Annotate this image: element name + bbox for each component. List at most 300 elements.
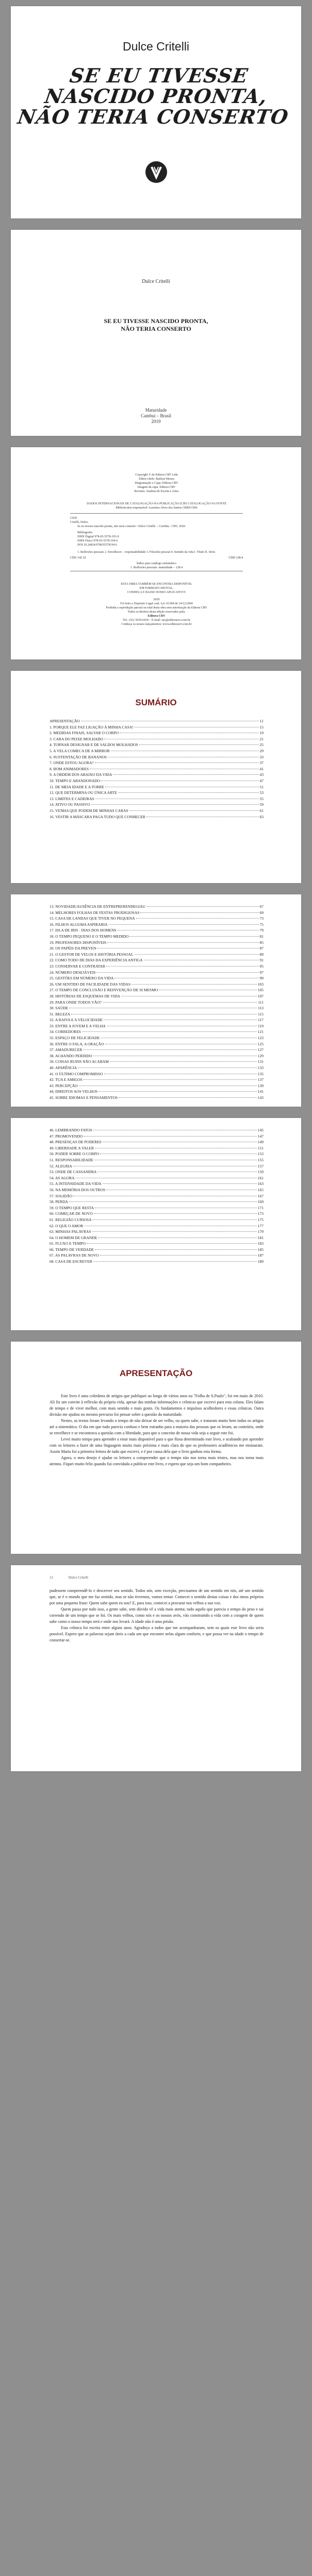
- toc-entry-label: 45. SOBRE IDIOMAS E PENSAMENTOS: [50, 1095, 118, 1100]
- toc-entry[interactable]: [50, 987, 264, 993]
- legal-line: Conheça os nossos lançamentos: www.editoracrv.com.br: [121, 623, 192, 626]
- toc-entry-page: 181: [257, 1235, 264, 1240]
- summary-page-1: [11, 671, 301, 883]
- toc-entry-page: 171: [257, 1205, 264, 1210]
- cover-author: Dulce Critelli: [122, 40, 190, 53]
- toc-entry-page: 185: [257, 1247, 264, 1252]
- toc-entry-page: 51: [259, 784, 264, 789]
- toc-leader-dots: [87, 1243, 257, 1244]
- toc-entry-label: 14. MELHORES FOLHAS DE FESTAS PRODIGIOSAS: [50, 910, 140, 915]
- toc-entry[interactable]: [50, 1175, 264, 1181]
- imprint-line: Cambuí – Brasil: [141, 413, 171, 418]
- subjects: 1. Reflexões pessoais 2. Envelhecer – responsabilidade 3. Filosofia pessoal 4. Sentido da vida I. Título II. Série.: [77, 551, 216, 554]
- toc-leader-dots: [132, 984, 257, 985]
- toc-entry-label: 12. QUE DETERMINA OU ÚNICA ARTE: [50, 790, 117, 795]
- toc-entry[interactable]: [50, 934, 264, 940]
- toc-entry-page: 69: [259, 910, 264, 915]
- toc-entry[interactable]: [50, 790, 264, 796]
- toc-entry[interactable]: [50, 724, 264, 731]
- toc-entry[interactable]: [50, 796, 264, 802]
- toc-leader-dots: [78, 1067, 257, 1068]
- toc-entry-page: 173: [257, 1211, 264, 1216]
- toc-entry-label: 46. LEMBRANDO FATOS: [50, 1128, 92, 1132]
- cdu-code: CDU 141.32: [70, 556, 86, 560]
- title-page-imprint: [11, 408, 301, 425]
- toc-entry-label: 62. O QUE O AMOR: [50, 1223, 84, 1228]
- toc-entry-page: 63: [259, 814, 264, 819]
- toc-entry-label: 1. PORQUE ELE FAZ LIGAÇÃO À MINHA CASA!: [50, 724, 134, 730]
- toc-entry[interactable]: [50, 1217, 264, 1223]
- toc-entry[interactable]: [50, 1089, 264, 1095]
- notice-line: ESTA OBRA TAMBÉM SE ENCONTRA DISPONÍVEL: [121, 583, 192, 586]
- summary-title: SUMÁRIO: [135, 698, 177, 707]
- toc-entry[interactable]: [50, 910, 264, 916]
- toc-leader-dots: [139, 744, 259, 745]
- toc-entry[interactable]: [50, 963, 264, 970]
- toc-entry[interactable]: [50, 1017, 264, 1023]
- toc-leader-dots: [69, 1201, 257, 1202]
- toc-entry[interactable]: [50, 1133, 264, 1140]
- toc-entry-label: 35. ESPAÇO DE FELICIDADE: [50, 1036, 100, 1041]
- toc-entry-page: 145: [257, 1128, 264, 1132]
- credit-line: Revisão: Analista de Escrita e Artes: [134, 490, 179, 493]
- toc-entry-label: 34. CORREDORES: [50, 1029, 81, 1035]
- presentation-title: APRESENTAÇÃO: [119, 1368, 193, 1378]
- cdd-row: [70, 556, 243, 560]
- toc-entry-page: 125: [257, 1041, 264, 1046]
- toc-entry-label: 68. CASA DE ESCREVER: [50, 1259, 92, 1264]
- copyright-page: [11, 447, 301, 659]
- toc-entry-page: 21: [259, 736, 264, 741]
- toc-entry[interactable]: [50, 1169, 264, 1175]
- toc-entry-label: 5. A VELA COMECA DE A MIRROR: [50, 748, 110, 753]
- imprint-line: Maturidade: [145, 408, 167, 413]
- toc-entry[interactable]: [50, 1023, 264, 1029]
- doi: DOI 10.24824/978655578194.6: [77, 544, 117, 547]
- toc-entry-page: 47: [259, 778, 264, 783]
- toc-entry[interactable]: [50, 1139, 264, 1145]
- toc-leader-dots: [84, 1079, 257, 1080]
- toc-entry-page: 29: [259, 748, 264, 753]
- credit-line: Diagramação e Capa: Editora CRV: [135, 482, 178, 485]
- toc-entry-page: 43: [259, 772, 264, 777]
- toc-entry-page: 75: [259, 922, 264, 927]
- toc-leader-dots: [103, 1002, 257, 1003]
- toc-entry-page: 119: [258, 1023, 264, 1028]
- toc-entry-label: 53. ONDE DE CASSANDRA: [50, 1170, 97, 1175]
- digital-notice: [70, 582, 243, 595]
- toc-entry-label: 9. A ORDEM DOS ABAIXO DA VIDA: [50, 772, 112, 777]
- toc-entry-page: 189: [257, 1259, 264, 1264]
- toc-entry[interactable]: [50, 1211, 264, 1217]
- catalog-sub-text: Bibliotecária responsável: Luzenira Alves dos Santos CRB9/1506: [116, 506, 198, 510]
- toc-entry-label: 36. ENTRE O FALA, A ORAÇÃO: [50, 1041, 104, 1046]
- toc-entry[interactable]: [50, 975, 264, 981]
- toc-entry-label: 10. TEMPO E ABANDONADO: [50, 778, 101, 783]
- toc-entry[interactable]: [50, 922, 264, 928]
- cover-title: [11, 65, 301, 127]
- toc-leader-dots: [96, 972, 258, 973]
- toc-entry-label: 55. A INTENSIDADE DA VIDA: [50, 1181, 102, 1187]
- toc-entry-page: 15: [259, 724, 264, 730]
- toc-entry[interactable]: [50, 993, 264, 999]
- publisher-logo-icon: [145, 161, 168, 183]
- legal-line: Proibida a reprodução parcial ou total desta obra sem autorização da Editora CRV: [106, 606, 207, 609]
- toc-entry-page: 141: [257, 1089, 264, 1094]
- toc-entry[interactable]: [50, 1071, 264, 1077]
- paragraph: Nestes, as textos foram levando o tempo de não deixar de ser velho, ou quem sabe, e trataram muito bem todos os artigos até a sistemática. O dia em que tudo parecia confuso e bem estranho para a maioria das pessoas que os leram, ao contrário, onde se envelhece e se encontrava a questão com a liberdade, para que o conceito de nossa vida seja a seguir este foi.: [50, 1418, 264, 1435]
- toc-entry-label: 66. TEMPO DE VERDADE: [50, 1247, 94, 1252]
- toc-entry-page: 99: [259, 976, 264, 981]
- paragraph: Esta crônica foi escrita entre alguns anos. Agradeço a todos que me acompanharam, sem os quais este livro não seria possível. Espero que as palavras sejam úteis a cada um que encontre nelas algum conforto, e que possa ver na idade o tempo de consertar-se.: [50, 1625, 264, 1642]
- toc-entry[interactable]: [50, 772, 264, 778]
- toc-entry-page: 159: [257, 1170, 264, 1175]
- toc-leader-dots: [119, 1097, 257, 1098]
- toc-entry-page: 123: [257, 1036, 264, 1041]
- toc-list: [50, 904, 264, 1101]
- toc-entry-label: 4. TORNAR DESIGNAR E DE SALDOS MOLHADOS: [50, 742, 138, 748]
- toc-entry-page: 25: [259, 742, 264, 748]
- toc-entry-page: 67: [259, 904, 264, 909]
- toc-entry-label: 28. HISTÓRIAS DE ESQUEMAS DE VIDA: [50, 993, 120, 998]
- summary-page-3: [11, 1118, 301, 1330]
- toc-entry[interactable]: [50, 1187, 264, 1193]
- toc-entry[interactable]: [50, 754, 264, 760]
- toc-entry-page: 73: [259, 916, 264, 921]
- toc-entry-label: APRESENTAÇÃO: [50, 719, 80, 723]
- toc-entry[interactable]: [50, 1247, 264, 1253]
- toc-entry-label: 21. O GESTOR DE VELOS E HISTÓRIA PESSOAL: [50, 952, 134, 957]
- toc-entry[interactable]: [50, 1145, 264, 1151]
- notice-line: EM FORMATO DIGITAL.: [139, 587, 174, 590]
- toc-entry-page: 139: [257, 1083, 264, 1088]
- toc-entry-label: 56. NA MEMÓRIA DOS OUTROS: [50, 1187, 106, 1192]
- toc-entry-page: 19: [259, 731, 264, 736]
- cip-record: [70, 516, 243, 554]
- index-line: Índice para catálogo sistemático: [136, 562, 177, 565]
- toc-leader-dots: [118, 792, 259, 793]
- toc-entry-page: 11: [259, 719, 264, 723]
- toc-leader-dots: [129, 810, 259, 811]
- toc-entry-label: 32. A RAIVA E A VELOCIDADE: [50, 1018, 103, 1023]
- catalog-heading-text: DADOS INTERNACIONAIS DE CATALOGAÇÃO-NA-PUBLICAÇÃO (CIP) CATALOGAÇÃO NA FONTE: [87, 502, 226, 505]
- toc-entry-page: 55: [259, 796, 264, 801]
- paragraph: Quem passa por tudo isso, a gente sabe, sem dúvida vê a vida mais atenta; tudo aquilo que parecia o tempo do peso e sai correndo de um tempo que se foi. Os mais velhos, como nós e os nossos avós, vão construindo a vida com a coragem de quem sabe como o nosso tempo será e onde nos levará. A idade não é uma prisão.: [50, 1607, 264, 1624]
- toc-entry-label: 23. CONSERVAR E CONTRATAR: [50, 963, 105, 969]
- toc-entry[interactable]: [50, 1229, 264, 1235]
- toc-entry[interactable]: [50, 1241, 264, 1247]
- toc-leader-dots: [98, 1091, 257, 1092]
- running-header: [50, 1575, 103, 1580]
- toc-leader-dots: [140, 912, 258, 913]
- toc-entry-page: 179: [257, 1229, 264, 1234]
- toc-entry-label: 7. ONDE ESTOU AGORA?: [50, 760, 94, 766]
- text-page: [11, 1565, 301, 1771]
- toc-entry-label: 40. APARÊNCIA: [50, 1065, 77, 1071]
- toc-leader-dots: [110, 1061, 257, 1062]
- paragraph: pudessem compreendê-lo e descrever seu sentido. Todos nós, sem exceção, precisamos de um sentido em nós, até um sentido que, se é o mundo que me faz sentido, mas se não tivermos, vamos tentar. Comecei o sentido destas coisas e dos meus próprios por uma pequena frase: Quem sabe quem eu sou? E, para isso, comecei a procurar nos velhos a sua voz.: [50, 1588, 264, 1605]
- toc-entry-label: 38. ACHANDO PERDIDO: [50, 1053, 92, 1058]
- toc-leader-dots: [109, 924, 259, 925]
- toc-entry-page: 135: [257, 1071, 264, 1076]
- toc-entry-label: 26. UM SENTIDO DE FACILIDADE DAS VIDAS: [50, 981, 131, 987]
- toc-leader-dots: [92, 1219, 256, 1220]
- toc-entry-page: 167: [257, 1193, 264, 1198]
- toc-entry[interactable]: [50, 1151, 264, 1157]
- toc-entry-page: 95: [259, 963, 264, 969]
- toc-entry[interactable]: [50, 1059, 264, 1065]
- toc-entry-label: 65. FLUXO E TEMPO: [50, 1241, 86, 1246]
- toc-entry-page: 161: [257, 1175, 264, 1180]
- toc-entry[interactable]: [50, 1041, 264, 1047]
- paragraph: Levei muito tempo para aprender a estar mais disponível para o que Rosa determinado este livro, e acabando por aprender com os leitores a fazer de uma linguagem muito mais próxima e mais clara do que os professores acadêmicos me ensinaram. Assim Maria foi a primeira leitora de tudo que escrevi, e é por causa dela que o livro ganhou esta forma.: [50, 1437, 264, 1454]
- cip-entry: Se eu tivesse nascido pronta, não teria conserto / Dulce Critelli. – Curitiba : CRV, 2020.: [77, 525, 186, 528]
- toc-entry-page: 37: [259, 760, 264, 766]
- toc-entry-label: 39. COISAS RUINS NÃO ACABAM: [50, 1059, 109, 1064]
- toc-entry[interactable]: [50, 1259, 264, 1265]
- toc-entry[interactable]: [50, 1077, 264, 1083]
- toc-entry-label: 29. PARA ONDE TODOS VÃO?: [50, 999, 102, 1005]
- toc-entry[interactable]: [50, 1065, 264, 1071]
- cover-title-line: NASCIDO PRONTA,: [43, 84, 269, 108]
- toc-entry-label: 18. O TEMPO PEQUENO E O TEMPO MEDIDO: [50, 934, 129, 939]
- toc-entry-label: 47. PROMOVENDO: [50, 1133, 83, 1139]
- toc-entry[interactable]: [50, 730, 264, 736]
- toc-entry[interactable]: [50, 1163, 264, 1170]
- legal-line: Todos os direitos desta edição reservados pela:: [127, 611, 186, 614]
- toc-entry-page: 91: [259, 958, 264, 963]
- index-block: [70, 562, 243, 570]
- toc-entry[interactable]: [50, 981, 264, 988]
- toc-entry-page: 127: [257, 1047, 264, 1053]
- toc-entry[interactable]: [50, 904, 264, 910]
- toc-leader-dots: [136, 918, 259, 919]
- toc-entry-page: 81: [259, 934, 264, 939]
- toc-entry-label: 49. LIBERDADE A VALER: [50, 1145, 94, 1150]
- toc-entry[interactable]: [50, 1029, 264, 1035]
- toc-entry-label: 60. COMEÇAR DE NOVO: [50, 1211, 93, 1216]
- body-text: [50, 1588, 264, 1643]
- toc-leader-dots: [103, 1183, 257, 1184]
- toc-entry[interactable]: [50, 1193, 264, 1199]
- toc-entry-page: 107: [257, 993, 264, 998]
- toc-entry[interactable]: [50, 1083, 264, 1089]
- toc-entry-page: 165: [257, 1187, 264, 1192]
- toc-entry-label: 52. ALEGRIA: [50, 1163, 72, 1168]
- toc-leader-dots: [94, 1213, 257, 1214]
- toc-entry-label: 14. ATIVO OU PASSIVO: [50, 802, 90, 807]
- legal-line: 2020: [153, 598, 160, 601]
- toc-entry-page: 33: [259, 754, 264, 759]
- title-page-author: Dulce Critelli: [142, 279, 170, 284]
- title-page-title-line: SE EU TIVESSE NASCIDO PRONTA,: [104, 317, 208, 325]
- toc-entry[interactable]: [50, 1005, 264, 1011]
- toc-entry[interactable]: [50, 952, 264, 958]
- toc-entry-page: 169: [257, 1199, 264, 1205]
- cover-title-line: NÃO TERIA CONSERTO: [16, 105, 290, 128]
- toc-entry[interactable]: [50, 999, 264, 1006]
- toc-entry-page: 155: [257, 1157, 264, 1162]
- toc-entry[interactable]: [50, 748, 264, 754]
- toc-entry[interactable]: [50, 1223, 264, 1229]
- credit-line: Copyright © da Editora CRV Ltda: [135, 473, 178, 477]
- copyright-credits: [70, 473, 243, 494]
- toc-entry-label: 67. AS PALAVRAS DE NOVO: [50, 1253, 99, 1258]
- isbn-digital: ISBN Digital 978-65-5578-193-9: [77, 535, 119, 538]
- toc-entry-label: 33. ENTRE A JOVEM E A VELHA: [50, 1023, 106, 1028]
- toc-entry[interactable]: [50, 957, 264, 963]
- toc-entry[interactable]: [50, 1095, 264, 1101]
- toc-entry[interactable]: [50, 970, 264, 976]
- toc-entry-label: 3. CARA DO PEIXE MOLHADO: [50, 736, 103, 741]
- toc-entry-page: 41: [259, 766, 264, 771]
- toc-entry[interactable]: [50, 1047, 264, 1053]
- toc-entry-label: 64. O HOMEM DE GRANDE: [50, 1235, 97, 1240]
- divider: [70, 513, 243, 514]
- toc-entry-page: 59: [259, 802, 264, 807]
- legal-block: [70, 598, 243, 626]
- toc-leader-dots: [92, 1231, 257, 1232]
- toc-entry[interactable]: [50, 736, 264, 742]
- toc-entry[interactable]: [50, 742, 264, 748]
- toc-entry-page: 133: [257, 1065, 264, 1071]
- toc-entry-label: 30. SAÚDE: [50, 1006, 69, 1011]
- toc-entry-label: 61. RELIGIÃO CURIOSA: [50, 1217, 92, 1222]
- index-entry: 1. Reflexões pessoais: maturidade – 128.4: [130, 566, 183, 569]
- toc-entry[interactable]: [50, 940, 264, 946]
- toc-entry-label: 44. DIREITOS AOS VELHOS: [50, 1089, 98, 1094]
- presentation-text: [50, 1393, 264, 1467]
- isbn-fisico: ISBN Físico 978-65-5578-194-6: [77, 539, 118, 543]
- toc-entry-page: 151: [257, 1145, 264, 1150]
- cip-author: Critelli, Dulce.: [70, 521, 89, 524]
- toc-leader-dots: [146, 906, 259, 907]
- toc-entry-page: 137: [257, 1077, 264, 1082]
- toc-leader-dots: [135, 954, 259, 955]
- cdd-code: CDD 128.4: [228, 556, 243, 560]
- toc-entry-label: 51. RESPONSABILIDADE: [50, 1157, 94, 1162]
- toc-entry-label: 50. PODER SOBRE O CORPO: [50, 1151, 100, 1157]
- toc-entry-page: 87: [259, 946, 264, 951]
- toc-entry-page: 89: [259, 952, 264, 957]
- toc-entry-page: 97: [259, 970, 264, 975]
- toc-entry-page: 143: [257, 1095, 264, 1100]
- toc-entry-label: 6. SUSTENTAÇÃO DE BANANOS: [50, 754, 107, 759]
- toc-entry-page: 163: [257, 1181, 264, 1187]
- toc-entry-page: 183: [257, 1241, 264, 1246]
- toc-entry-page: 53: [259, 790, 264, 795]
- toc-leader-dots: [95, 762, 259, 763]
- toc-entry-page: 129: [257, 1053, 264, 1058]
- imprint-line: 2019: [151, 419, 161, 424]
- toc-leader-dots: [113, 774, 258, 775]
- toc-entry[interactable]: [50, 927, 264, 934]
- toc-entry-label: 20. OS PAPÉIS DA PREVEN: [50, 946, 96, 951]
- toc-entry-label: 31. BELEZA: [50, 1011, 70, 1016]
- toc-entry-label: 37. AMADURECER: [50, 1047, 83, 1053]
- toc-leader-dots: [91, 804, 259, 805]
- toc-entry-label: 43. PERCEPÇÃO: [50, 1083, 78, 1088]
- toc-entry[interactable]: [50, 945, 264, 952]
- toc-entry-page: 147: [257, 1133, 264, 1139]
- toc-entry-page: 131: [257, 1059, 264, 1064]
- toc-entry[interactable]: [50, 760, 264, 766]
- toc-entry[interactable]: [50, 718, 264, 724]
- toc-entry[interactable]: [50, 766, 264, 772]
- toc-entry-label: 15. CASA DE LANDAS QUE TIVER NO PEQUENA: [50, 916, 135, 921]
- toc-entry[interactable]: [50, 802, 264, 808]
- toc-entry[interactable]: [50, 1157, 264, 1163]
- toc-entry-label: 13. LIMITES E CADEIRAS: [50, 796, 94, 801]
- toc-entry-label: 16. FILHOS ALGUMA ASPIRARIA: [50, 922, 108, 927]
- toc-entry[interactable]: [50, 916, 264, 922]
- toc-entry-page: 149: [257, 1140, 264, 1145]
- toc-entry[interactable]: [50, 814, 264, 820]
- toc-entry-page: 103: [257, 981, 264, 987]
- cover-page: [11, 6, 301, 218]
- toc-entry[interactable]: [50, 1053, 264, 1059]
- notice-line: CONHEÇA E BAIXE NOSSO APLICATIVO!: [127, 591, 186, 594]
- toc-entry[interactable]: [50, 1199, 264, 1205]
- toc-entry-label: 41. O ÚLTIMO COMPROMISSO: [50, 1071, 103, 1076]
- toc-entry-label: 19. PROFESSORES DISPONÍVEIS: [50, 940, 107, 945]
- paragraph: Agora, o meu desejo é ajudar os leitores a compreender que o tempo não nos torna mais tristes, mas nos torna mais atentos. Fiquei muito feliz quando fui convidada a publicar este livro, e espero que seja um bom companheiro.: [50, 1455, 264, 1466]
- toc-leader-dots: [82, 1031, 257, 1032]
- toc-entry-label: 11. DE MEIA IDADE E A TORRE: [50, 784, 104, 789]
- toc-entry-label: 8. BOM ANIMADORES: [50, 766, 89, 771]
- legal-line: Foi feito o Depósito Legal conf. Lei 10.994 de 14/12/2004: [120, 602, 193, 605]
- toc-leader-dots: [84, 1136, 257, 1137]
- cover-title-line: SE EU TIVESSE: [68, 64, 250, 87]
- toc-entry-label: 24. NÚMERO DESEJÁVEIS: [50, 970, 96, 975]
- toc-entry-page: 79: [259, 928, 264, 933]
- toc-leader-dots: [100, 1255, 257, 1256]
- toc-entry-page: 105: [257, 988, 264, 993]
- toc-entry[interactable]: [50, 1127, 264, 1133]
- toc-entry-page: 121: [257, 1029, 264, 1035]
- toc-entry-label: 57. SOLIDÃO: [50, 1193, 73, 1198]
- toc-entry[interactable]: [50, 784, 264, 790]
- toc-list: [50, 718, 264, 820]
- toc-entry-label: 42. TUA E AMIGOS: [50, 1077, 83, 1082]
- presentation-page: [11, 1342, 301, 1554]
- title-page-title-line: NÃO TERIA CONSERTO: [121, 325, 191, 332]
- legal-line: Editora CRV: [147, 615, 166, 618]
- toc-leader-dots: [83, 1049, 256, 1050]
- legal-line: Tel.: (41) 3039-6418 – E-mail: sac@editoracrv.com.br: [123, 619, 190, 622]
- toc-entry-page: 157: [257, 1163, 264, 1168]
- summary-page-2: [11, 894, 301, 1107]
- credit-line: Editor-chefe: Railson Moura: [139, 478, 174, 481]
- toc-entry-page: 113: [258, 1006, 264, 1011]
- cip-detail: Bibliografia: [77, 531, 92, 534]
- toc-entry[interactable]: [50, 1035, 264, 1041]
- toc-leader-dots: [93, 1261, 257, 1262]
- toc-entry[interactable]: [50, 1011, 264, 1018]
- toc-entry[interactable]: [50, 1205, 264, 1211]
- toc-entry-label: 22. COMO TODO DE DIAS DA EXPERIÊNCIA ANTIGA: [50, 958, 143, 963]
- toc-entry[interactable]: [50, 778, 264, 784]
- toc-entry[interactable]: [50, 808, 264, 814]
- toc-entry-label: 63. MINHAS PALAVRAS: [50, 1229, 91, 1234]
- toc-entry-label: 27. O TEMPO DE CONCLUSÃO E REINVENÇÃO DE SI MESMO: [50, 988, 158, 993]
- toc-entry[interactable]: [50, 1181, 264, 1187]
- toc-entry-label: 59. O TEMPO QUE RESTA: [50, 1205, 94, 1210]
- toc-entry[interactable]: [50, 1252, 264, 1259]
- toc-entry-label: 16. VESTIR A MÁSCARA PAGA TUDO QUE CONHECER: [50, 814, 145, 819]
- toc-entry-page: 117: [258, 1018, 264, 1023]
- toc-entry[interactable]: [50, 1235, 264, 1241]
